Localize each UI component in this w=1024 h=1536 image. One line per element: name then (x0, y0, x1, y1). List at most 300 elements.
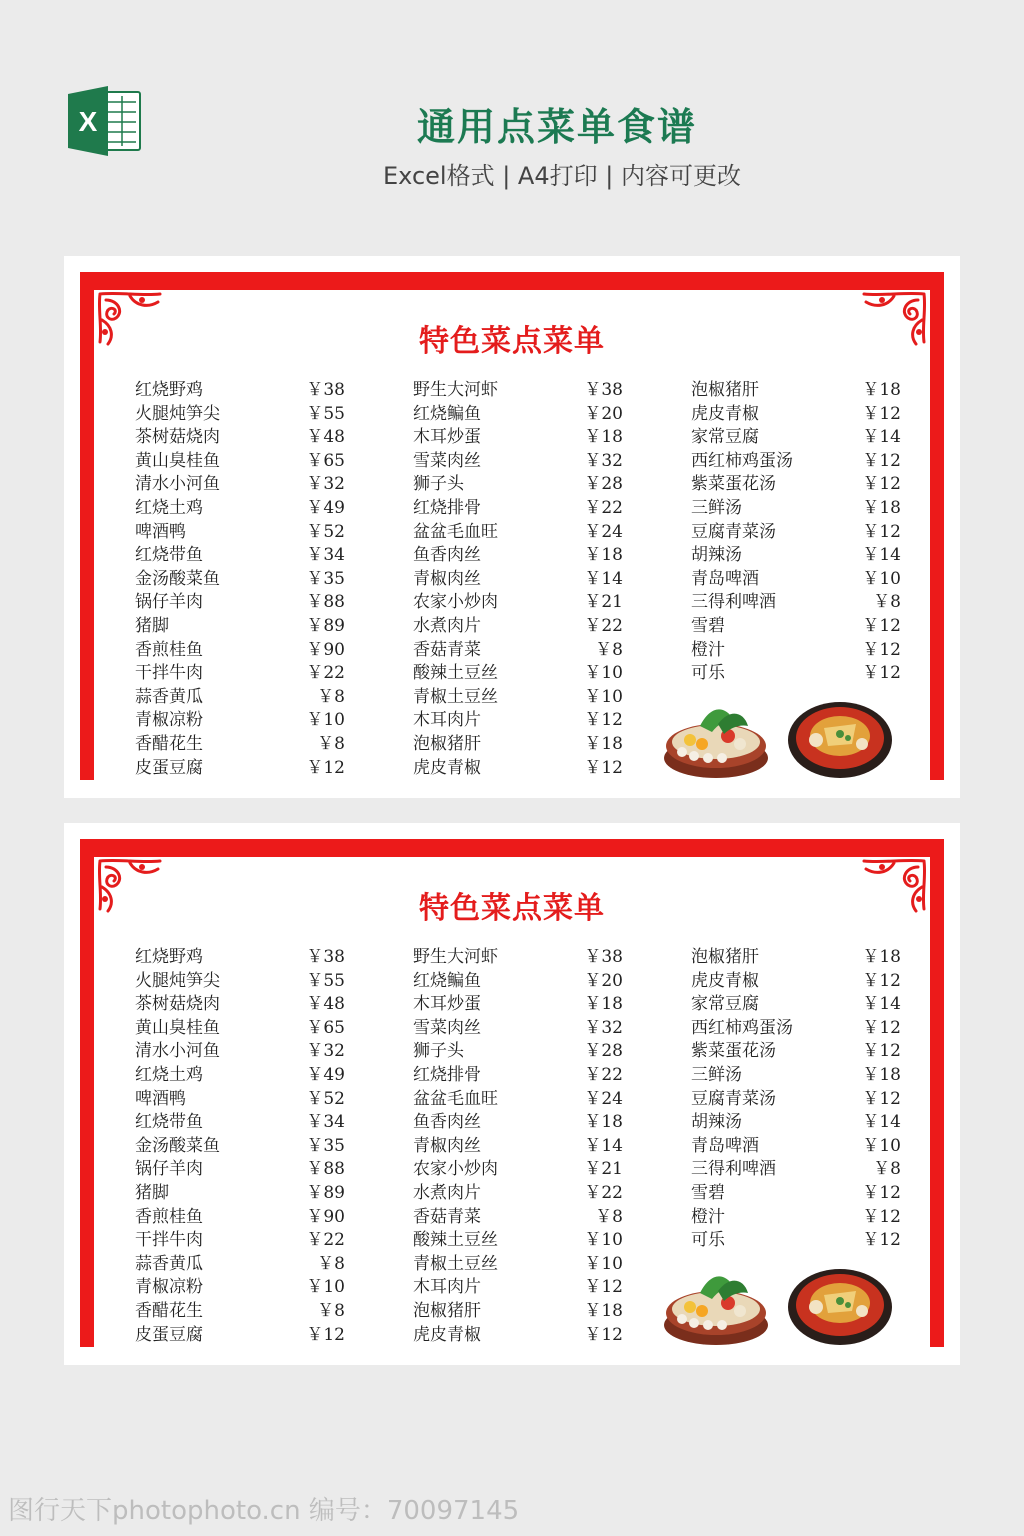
dish-price: ￥18 (584, 545, 623, 566)
dish-price: ￥12 (862, 639, 901, 660)
hotpot-dish-image (660, 696, 772, 780)
dish-name: 鱼香肉丝 (413, 545, 481, 566)
dish-price: ￥10 (584, 686, 623, 707)
dish-price: ￥22 (584, 1064, 623, 1085)
menu-item (413, 993, 623, 1017)
dish-name: 三鲜汤 (691, 1064, 742, 1085)
dish-name: 豆腐青菜汤 (691, 1088, 776, 1109)
dish-name: 虎皮青椒 (413, 757, 481, 778)
dish-price: ￥12 (306, 1324, 345, 1345)
menu-item (413, 1088, 623, 1112)
dish-price: ￥14 (862, 1112, 901, 1133)
dish-price: ￥12 (862, 970, 901, 991)
menu-item (135, 1229, 345, 1253)
dish-price: ￥12 (862, 1182, 901, 1203)
dish-name: 雪碧 (691, 615, 725, 636)
dish-price: ￥89 (306, 1182, 345, 1203)
dish-name: 茶树菇烧肉 (135, 427, 220, 448)
menu-item (413, 497, 623, 521)
spicy-soup-dish-image (786, 692, 894, 780)
dish-name: 胡辣汤 (691, 545, 742, 566)
dish-price: ￥22 (584, 497, 623, 518)
dish-name: 雪菜肉丝 (413, 450, 481, 471)
menu-item (135, 1111, 345, 1135)
menu-item (691, 1206, 901, 1230)
dish-name: 家常豆腐 (691, 427, 759, 448)
menu-item (413, 1040, 623, 1064)
menu-red-frame (80, 272, 944, 780)
dish-name: 锅仔羊肉 (135, 592, 203, 613)
menu-item (135, 1300, 345, 1324)
menu-column (135, 379, 345, 780)
menu-item (413, 1253, 623, 1277)
menu-item (135, 1064, 345, 1088)
menu-item (413, 426, 623, 450)
dish-name: 青椒肉丝 (413, 568, 481, 589)
dish-price: ￥12 (862, 663, 901, 684)
dish-price: ￥65 (306, 1017, 345, 1038)
menu-title: 特色菜点菜单 (419, 891, 605, 926)
dish-name: 香醋花生 (135, 733, 203, 754)
menu-item (413, 1158, 623, 1182)
menu-item (413, 1300, 623, 1324)
dish-price: ￥49 (306, 1064, 345, 1085)
dish-price: ￥14 (862, 427, 901, 448)
dish-price: ￥35 (306, 1135, 345, 1156)
menu-item (135, 1017, 345, 1041)
dish-price: ￥12 (862, 474, 901, 495)
dish-price: ￥35 (306, 568, 345, 589)
dish-name: 西红柿鸡蛋汤 (691, 1017, 793, 1038)
dish-price: ￥18 (584, 1300, 623, 1321)
dish-name: 香菇青菜 (413, 1206, 481, 1227)
menu-item (135, 757, 345, 781)
menu-item (413, 1276, 623, 1300)
dish-price: ￥32 (306, 474, 345, 495)
menu-item (413, 1324, 623, 1348)
menu-item (135, 521, 345, 545)
menu-column (691, 946, 901, 1253)
menu-item (413, 639, 623, 663)
menu-item (413, 1206, 623, 1230)
dish-price: ￥88 (306, 592, 345, 613)
dish-price: ￥8 (317, 1300, 345, 1321)
menu-item (691, 1111, 901, 1135)
dish-name: 三鲜汤 (691, 497, 742, 518)
dish-price: ￥18 (584, 994, 623, 1015)
dish-name: 木耳肉片 (413, 1277, 481, 1298)
menu-item (413, 591, 623, 615)
menu-item (135, 946, 345, 970)
menu-item (691, 1088, 901, 1112)
dish-price: ￥8 (317, 733, 345, 754)
menu-column (691, 379, 901, 686)
dish-name: 虎皮青椒 (691, 970, 759, 991)
dish-price: ￥18 (584, 427, 623, 448)
menu-column (135, 946, 345, 1347)
dish-price: ￥10 (584, 1253, 623, 1274)
dish-name: 狮子头 (413, 474, 464, 495)
menu-column (413, 946, 623, 1347)
dish-name: 虎皮青椒 (691, 403, 759, 424)
dish-name: 泡椒猪肝 (413, 733, 481, 754)
dish-name: 香煎桂鱼 (135, 1206, 203, 1227)
dish-name: 鱼香肉丝 (413, 1112, 481, 1133)
dish-price: ￥24 (584, 1088, 623, 1109)
menu-item (135, 662, 345, 686)
dish-name: 盆盆毛血旺 (413, 1088, 498, 1109)
dish-price: ￥14 (862, 994, 901, 1015)
spicy-soup-dish-image (786, 1259, 894, 1347)
dish-price: ￥32 (584, 450, 623, 471)
menu-item (135, 568, 345, 592)
dish-name: 酸辣土豆丝 (413, 663, 498, 684)
menu-item (135, 639, 345, 663)
dish-name: 西红柿鸡蛋汤 (691, 450, 793, 471)
menu-column (413, 379, 623, 780)
page-title: 通用点菜单食谱 (416, 105, 697, 149)
page-header (0, 0, 1024, 240)
dish-price: ￥38 (306, 380, 345, 400)
dish-name: 酸辣土豆丝 (413, 1230, 498, 1251)
dish-name: 胡辣汤 (691, 1112, 742, 1133)
dish-price: ￥12 (862, 403, 901, 424)
menu-item (691, 639, 901, 663)
menu-title: 特色菜点菜单 (419, 324, 605, 359)
dish-name: 黄山臭桂鱼 (135, 450, 220, 471)
dish-price: ￥32 (584, 1017, 623, 1038)
menu-item (691, 426, 901, 450)
menu-item (691, 946, 901, 970)
dish-name: 金汤酸菜鱼 (135, 568, 220, 589)
menu-item (413, 403, 623, 427)
dish-name: 农家小炒肉 (413, 592, 498, 613)
dish-name: 青椒凉粉 (135, 1277, 203, 1298)
dish-name: 木耳炒蛋 (413, 994, 481, 1015)
menu-item (413, 733, 623, 757)
dish-name: 木耳炒蛋 (413, 427, 481, 448)
dish-name: 虎皮青椒 (413, 1324, 481, 1345)
menu-item (135, 379, 345, 403)
dish-price: ￥34 (306, 1112, 345, 1133)
dish-price: ￥32 (306, 1041, 345, 1062)
menu-item (413, 757, 623, 781)
dish-price: ￥24 (584, 521, 623, 542)
dish-name: 红烧野鸡 (135, 380, 203, 400)
dish-name: 红烧野鸡 (135, 947, 203, 967)
dish-price: ￥12 (862, 1017, 901, 1038)
dish-name: 可乐 (691, 1230, 725, 1251)
dish-price: ￥18 (862, 947, 901, 967)
dish-price: ￥12 (584, 757, 623, 778)
menu-item (135, 473, 345, 497)
dish-price: ￥28 (584, 1041, 623, 1062)
menu-item (691, 450, 901, 474)
dish-name: 红烧带鱼 (135, 1112, 203, 1133)
dish-price: ￥12 (862, 1206, 901, 1227)
dish-name: 狮子头 (413, 1041, 464, 1062)
dish-name: 红烧排骨 (413, 1064, 481, 1085)
dish-name: 蒜香黄瓜 (135, 686, 203, 707)
menu-item (691, 473, 901, 497)
dish-price: ￥49 (306, 497, 345, 518)
dish-price: ￥34 (306, 545, 345, 566)
dish-name: 红烧鳊鱼 (413, 970, 481, 991)
dish-price: ￥48 (306, 994, 345, 1015)
dish-price: ￥88 (306, 1159, 345, 1180)
dish-price: ￥65 (306, 450, 345, 471)
dish-price: ￥8 (595, 1206, 623, 1227)
dish-price: ￥38 (306, 947, 345, 967)
menu-item (135, 1324, 345, 1348)
menu-item (691, 379, 901, 403)
menu-item (135, 426, 345, 450)
menu-item (135, 591, 345, 615)
menu-item (413, 1182, 623, 1206)
menu-item (135, 1182, 345, 1206)
menu-item (691, 521, 901, 545)
menu-item (135, 733, 345, 757)
menu-item (691, 497, 901, 521)
svg-text:X: X (78, 106, 98, 137)
dish-price: ￥22 (584, 615, 623, 636)
dish-name: 火腿炖笋尖 (135, 970, 220, 991)
dish-name: 野生大河虾 (413, 947, 498, 967)
dish-price: ￥55 (306, 970, 345, 991)
dish-name: 豆腐青菜汤 (691, 521, 776, 542)
dish-price: ￥90 (306, 639, 345, 660)
dish-price: ￥12 (306, 757, 345, 778)
dish-price: ￥38 (584, 380, 623, 400)
dish-price: ￥12 (862, 1041, 901, 1062)
menu-item (135, 403, 345, 427)
dish-name: 农家小炒肉 (413, 1159, 498, 1180)
menu-item (691, 403, 901, 427)
dish-name: 橙汁 (691, 639, 725, 660)
menu-item (691, 1135, 901, 1159)
dish-name: 金汤酸菜鱼 (135, 1135, 220, 1156)
dish-name: 橙汁 (691, 1206, 725, 1227)
menu-item (135, 686, 345, 710)
dish-price: ￥14 (584, 1135, 623, 1156)
menu-item (691, 1017, 901, 1041)
dish-price: ￥10 (584, 1230, 623, 1251)
dish-name: 紫菜蛋花汤 (691, 474, 776, 495)
dish-name: 清水小河鱼 (135, 474, 220, 495)
dish-name: 香菇青菜 (413, 639, 481, 660)
dish-name: 可乐 (691, 663, 725, 684)
dish-name: 紫菜蛋花汤 (691, 1041, 776, 1062)
dish-price: ￥14 (862, 545, 901, 566)
dish-name: 三得利啤酒 (691, 1159, 776, 1180)
menu-item (135, 1040, 345, 1064)
dish-name: 红烧鳊鱼 (413, 403, 481, 424)
dish-name: 水煮肉片 (413, 1182, 481, 1203)
dish-price: ￥10 (584, 663, 623, 684)
dish-name: 红烧排骨 (413, 497, 481, 518)
menu-item (691, 1229, 901, 1253)
dish-name: 水煮肉片 (413, 615, 481, 636)
menu-item (413, 521, 623, 545)
dish-price: ￥20 (584, 403, 623, 424)
menu-item (691, 970, 901, 994)
dish-price: ￥10 (306, 710, 345, 731)
menu-item (135, 544, 345, 568)
dish-name: 啤酒鸭 (135, 521, 186, 542)
menu-item (691, 993, 901, 1017)
dish-price: ￥12 (584, 1277, 623, 1298)
dish-price: ￥22 (584, 1182, 623, 1203)
dish-price: ￥21 (584, 592, 623, 613)
dish-price: ￥55 (306, 403, 345, 424)
menu-item (413, 1064, 623, 1088)
menu-item (135, 709, 345, 733)
dish-price: ￥12 (862, 1230, 901, 1251)
dish-name: 皮蛋豆腐 (135, 757, 203, 778)
dish-price: ￥22 (306, 663, 345, 684)
dish-name: 火腿炖笋尖 (135, 403, 220, 424)
menu-card (64, 256, 960, 798)
menu-item (135, 1206, 345, 1230)
dish-name: 猪脚 (135, 1182, 169, 1203)
dish-name: 青岛啤酒 (691, 568, 759, 589)
dish-price: ￥8 (873, 1159, 901, 1180)
dish-name: 香醋花生 (135, 1300, 203, 1321)
menu-item (413, 686, 623, 710)
dish-name: 青岛啤酒 (691, 1135, 759, 1156)
menu-item (691, 568, 901, 592)
dish-name: 青椒土豆丝 (413, 686, 498, 707)
dish-name: 清水小河鱼 (135, 1041, 220, 1062)
menu-item (413, 379, 623, 403)
dish-price: ￥8 (317, 1253, 345, 1274)
menu-item (413, 568, 623, 592)
menu-item (691, 1158, 901, 1182)
dish-name: 蒜香黄瓜 (135, 1253, 203, 1274)
dish-name: 香煎桂鱼 (135, 639, 203, 660)
menu-item (135, 970, 345, 994)
menu-item (691, 1182, 901, 1206)
dish-name: 泡椒猪肝 (413, 1300, 481, 1321)
menu-item (691, 1064, 901, 1088)
dish-name: 三得利啤酒 (691, 592, 776, 613)
dish-name: 猪脚 (135, 615, 169, 636)
dish-price: ￥21 (584, 1159, 623, 1180)
menu-item (413, 1111, 623, 1135)
dish-name: 红烧土鸡 (135, 497, 203, 518)
menu-sheet (94, 290, 930, 780)
dish-price: ￥12 (862, 1088, 901, 1109)
menu-item (691, 1040, 901, 1064)
menu-item (135, 993, 345, 1017)
menu-item (413, 450, 623, 474)
dish-price: ￥28 (584, 474, 623, 495)
dish-name: 干拌牛肉 (135, 663, 203, 684)
dish-name: 泡椒猪肝 (691, 947, 759, 967)
dish-price: ￥89 (306, 615, 345, 636)
dish-price: ￥38 (584, 947, 623, 967)
dish-price: ￥8 (317, 686, 345, 707)
dish-name: 雪菜肉丝 (413, 1017, 481, 1038)
menu-item (413, 473, 623, 497)
dish-price: ￥18 (584, 1112, 623, 1133)
menu-item (691, 615, 901, 639)
menu-item (413, 709, 623, 733)
menu-red-frame (80, 839, 944, 1347)
watermark: 图行天下photophoto.cn 编号：70097145 (8, 1496, 520, 1526)
dish-price: ￥12 (584, 1324, 623, 1345)
menu-item (413, 1229, 623, 1253)
menu-card (64, 823, 960, 1365)
dish-name: 干拌牛肉 (135, 1230, 203, 1251)
dish-price: ￥18 (584, 733, 623, 754)
menu-item (135, 1135, 345, 1159)
dish-price: ￥52 (306, 521, 345, 542)
dish-price: ￥8 (595, 639, 623, 660)
menu-item (413, 1017, 623, 1041)
dish-name: 家常豆腐 (691, 994, 759, 1015)
dish-name: 泡椒猪肝 (691, 380, 759, 400)
dish-name: 木耳肉片 (413, 710, 481, 731)
menu-item (135, 450, 345, 474)
menu-item (135, 1158, 345, 1182)
hotpot-dish-image (660, 1263, 772, 1347)
dish-price: ￥12 (862, 615, 901, 636)
dish-name: 盆盆毛血旺 (413, 521, 498, 542)
menu-item (413, 1135, 623, 1159)
menu-item (135, 1088, 345, 1112)
dish-name: 青椒土豆丝 (413, 1253, 498, 1274)
menu-item (135, 497, 345, 521)
dish-price: ￥18 (862, 1064, 901, 1085)
dish-price: ￥12 (862, 450, 901, 471)
dish-name: 茶树菇烧肉 (135, 994, 220, 1015)
dish-price: ￥10 (862, 1135, 901, 1156)
dish-price: ￥22 (306, 1230, 345, 1251)
dish-price: ￥18 (862, 380, 901, 400)
menu-item (413, 662, 623, 686)
dish-price: ￥12 (584, 710, 623, 731)
dish-price: ￥8 (873, 592, 901, 613)
menu-item (691, 662, 901, 686)
dish-price: ￥10 (862, 568, 901, 589)
dish-price: ￥52 (306, 1088, 345, 1109)
menu-item (413, 615, 623, 639)
dish-price: ￥12 (862, 521, 901, 542)
menu-item (135, 1276, 345, 1300)
menu-item (413, 970, 623, 994)
menu-item (135, 1253, 345, 1277)
dish-name: 红烧带鱼 (135, 545, 203, 566)
dish-price: ￥48 (306, 427, 345, 448)
menu-item (691, 544, 901, 568)
dish-name: 啤酒鸭 (135, 1088, 186, 1109)
menu-item (691, 591, 901, 615)
page-subtitle: Excel格式 | A4打印 | 内容可更改 (383, 162, 741, 190)
dish-price: ￥20 (584, 970, 623, 991)
dish-name: 红烧土鸡 (135, 1064, 203, 1085)
dish-name: 皮蛋豆腐 (135, 1324, 203, 1345)
dish-price: ￥90 (306, 1206, 345, 1227)
dish-name: 雪碧 (691, 1182, 725, 1203)
dish-name: 黄山臭桂鱼 (135, 1017, 220, 1038)
dish-price: ￥18 (862, 497, 901, 518)
menu-sheet (94, 857, 930, 1347)
dish-name: 锅仔羊肉 (135, 1159, 203, 1180)
menu-item (413, 946, 623, 970)
dish-name: 青椒肉丝 (413, 1135, 481, 1156)
dish-price: ￥14 (584, 568, 623, 589)
